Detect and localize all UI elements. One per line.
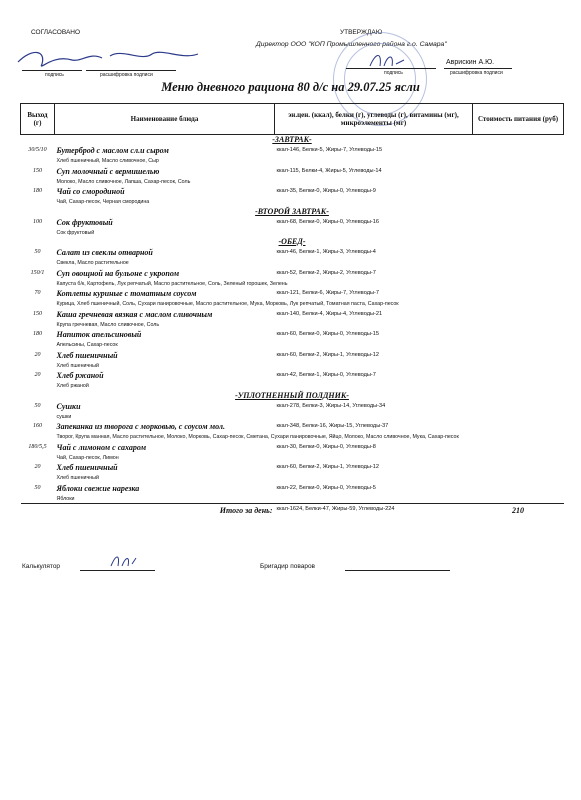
dish-row <box>21 483 564 496</box>
director-line: Директор ООО "КОП Промышленного района г.о. Самара" <box>256 41 447 48</box>
dish-name: Чай со смородиной <box>56 187 125 196</box>
dish-nutrition: ккал-60, Белки-2, Жиры-1, Углеводы-12 <box>276 464 379 470</box>
total-cost: 210 <box>473 504 564 516</box>
section-header-row <box>21 237 564 247</box>
dish-cost <box>473 309 564 322</box>
dish-row <box>21 268 564 281</box>
dish-nutrition: ккал-52, Белки-2, Жиры-2, Углеводы-7 <box>276 269 376 276</box>
dish-row <box>21 442 564 455</box>
total-row <box>21 504 564 516</box>
dish-ingredients: Крупа гречневая, Масло сливочное, Соль <box>56 321 160 328</box>
dish-row <box>21 145 564 158</box>
dish-name: Бутерброд с маслом сл.и сыром <box>56 146 169 155</box>
ingredients-row <box>21 383 564 391</box>
dish-name: Суп овощной на бульоне с укропом <box>56 268 180 278</box>
total-nutrition: ккал-1624, Белки-47, Жиры-59, Углеводы-224 <box>275 504 473 516</box>
dish-name: Каша гречневая вязкая с маслом сливочным <box>56 309 213 319</box>
dish-name: Хлеб пшеничный <box>56 350 118 360</box>
dish-portion: 20 <box>34 464 41 470</box>
right-decode-line <box>444 68 512 69</box>
dish-cost <box>473 462 564 475</box>
calculator-label: Калькулятор <box>22 563 61 570</box>
right-sign-line <box>346 68 436 69</box>
dish-name: Сок фруктовый <box>56 217 113 227</box>
dish-cost <box>473 329 564 342</box>
ingredients-row <box>21 230 564 238</box>
calculator-sign-line <box>80 570 155 571</box>
table-header-row <box>21 104 564 135</box>
right-name: Аврискин А.Ю. <box>446 59 495 66</box>
col-nutrition-header: эн.цен. (ккал), белки (г), углеводы (г), витамины (мг), микроэлементы (мг) <box>275 104 473 135</box>
dish-row <box>21 421 564 434</box>
ingredients-row <box>21 363 564 371</box>
dish-ingredients: Капуста б/к, Картофель, Лук репчатый, Масло растительное, Соль, Зеленый горошек, Зелень <box>56 280 288 287</box>
section-title: -ЗАВТРАК- <box>272 135 312 144</box>
dish-ingredients: Хлеб пшеничный <box>56 475 99 481</box>
dish-nutrition: ккал-121, Белки-6, Жиры-7, Углеводы-7 <box>276 290 379 296</box>
dish-nutrition: ккал-278, Белки-3, Жиры-14, Углеводы-34 <box>276 402 386 409</box>
dish-name: Хлеб ржаной <box>56 371 104 380</box>
dish-name: Хлеб пшеничный <box>56 463 118 472</box>
section-header-row <box>21 207 564 217</box>
dish-cost <box>473 350 564 363</box>
dish-ingredients: Молоко, Масло сливочное, Лапша, Сахар-песок, Соль <box>56 178 191 185</box>
dish-row <box>21 217 564 230</box>
section-header-row <box>21 391 564 401</box>
dish-portion: 20 <box>34 372 41 378</box>
ingredients-row <box>21 260 564 268</box>
dish-nutrition: ккал-35, Белки-0, Жиры-0, Углеводы-9 <box>276 188 376 194</box>
right-sig-caption: подпись <box>384 70 403 76</box>
dish-portion: 180 <box>33 331 42 337</box>
dish-portion: 50 <box>34 402 41 409</box>
dish-portion: 50 <box>34 249 41 255</box>
dish-row <box>21 247 564 260</box>
confirm-label: УТВЕРЖДАЮ <box>340 29 383 36</box>
ingredients-row <box>21 158 564 166</box>
dish-ingredients: Хлеб пшеничный, Масло сливочное, Сыр <box>56 158 159 164</box>
dish-portion: 30/5/10 <box>28 147 47 153</box>
dish-cost <box>473 370 564 383</box>
dish-portion: 150 <box>33 167 42 174</box>
section-title: -ОБЕД- <box>278 237 306 246</box>
approved-label: СОГЛАСОВАНО <box>31 29 81 36</box>
chef-sign-line <box>345 570 450 571</box>
dish-portion: 180 <box>33 188 42 194</box>
dish-nutrition: ккал-60, Белки-2, Жиры-1, Углеводы-12 <box>276 351 379 358</box>
dish-ingredients: Сок фруктовый <box>56 229 95 236</box>
dish-nutrition: ккал-348, Белки-16, Жиры-15, Углеводы-37 <box>276 423 389 429</box>
dish-row <box>21 309 564 322</box>
dish-name: Суп молочный с вермишелью <box>56 166 160 176</box>
dish-ingredients: Чай, Сахар-песок, Черная смородина <box>56 199 150 205</box>
col-name-header: Наименование блюда <box>55 104 275 135</box>
left-sig-caption: подпись <box>45 72 64 78</box>
dish-nutrition: ккал-46, Белки-1, Жиры-3, Углеводы-4 <box>276 249 376 255</box>
dish-row <box>21 186 564 199</box>
dish-cost <box>473 268 564 281</box>
dish-portion: 70 <box>34 290 41 296</box>
dish-ingredients: Хлеб ржаной <box>56 383 89 389</box>
ingredients-row <box>21 301 564 309</box>
dish-ingredients: Творог, Крупа манная, Масло растительное, Молоко, Морковь, Сахар-песок, Сметана, Сухари панировочные, Яйцо, Молоко, Масло сливочное, Мука, Сахар-песок <box>56 434 459 440</box>
dish-nutrition: ккал-22, Белки-0, Жиры-0, Углеводы-5 <box>276 484 376 491</box>
menu-table <box>20 103 564 515</box>
dish-name: Салат из свеклы отварной <box>56 248 153 257</box>
col-portion-header: Выход (г) <box>21 104 55 135</box>
dish-nutrition: ккал-140, Белки-4, Жиры-4, Углеводы-21 <box>276 310 383 317</box>
total-label: Итого за день: <box>55 504 275 516</box>
dish-ingredients: Чай, Сахар-песок, Лимон <box>56 454 119 461</box>
ingredients-row <box>21 455 564 463</box>
dish-row <box>21 370 564 383</box>
dish-portion: 160 <box>33 423 42 429</box>
dish-ingredients: Свекла, Масло растительное <box>56 260 129 266</box>
col-cost-header: Стоимость питания (руб) <box>473 104 564 135</box>
dish-row <box>21 350 564 363</box>
dish-row <box>21 401 564 414</box>
dish-cost <box>473 217 564 230</box>
dish-row <box>21 288 564 301</box>
ingredients-row <box>21 496 564 504</box>
right-signature-image <box>366 50 406 70</box>
dish-portion: 100 <box>33 218 42 225</box>
ingredients-row <box>21 434 564 442</box>
ingredients-row <box>21 414 564 422</box>
ingredients-row <box>21 322 564 330</box>
ingredients-row <box>21 179 564 187</box>
dish-cost <box>473 442 564 455</box>
dish-name: Напиток апельсиновый <box>56 330 142 339</box>
dish-portion: 150/1 <box>30 269 45 276</box>
dish-portion: 50 <box>34 484 41 491</box>
dish-cost <box>473 186 564 199</box>
dish-cost <box>473 288 564 301</box>
left-decode-caption: расшифровка подписи <box>100 72 153 78</box>
dish-name: Запеканка из творога с морковью, с соусом мол. <box>56 422 225 431</box>
dish-row <box>21 462 564 475</box>
dish-nutrition: ккал-60, Белки-0, Жиры-0, Углеводы-15 <box>276 331 379 337</box>
dish-portion: 150 <box>33 310 42 317</box>
dish-cost <box>473 166 564 179</box>
left-signature-image <box>12 44 202 72</box>
chef-label: Бригадир поваров <box>260 563 316 570</box>
dish-cost <box>473 401 564 414</box>
ingredients-row <box>21 342 564 350</box>
dish-ingredients: Курица, Хлеб пшеничный, Соль, Сухари панировочные, Масло растительное, Мука, Морковь, Лук репчатый, Томатная паста, Сахар-песок <box>56 301 399 307</box>
dish-row <box>21 166 564 179</box>
dish-nutrition: ккал-30, Белки-0, Жиры-0, Углеводы-8 <box>276 443 376 450</box>
dish-nutrition: ккал-146, Белки-5, Жиры-7, Углеводы-15 <box>276 147 383 153</box>
menu-body <box>21 135 564 504</box>
dish-portion: 180/5,5 <box>28 443 47 450</box>
dish-ingredients: сушки <box>56 413 72 420</box>
section-header-row <box>21 135 564 146</box>
right-decode-caption: расшифровка подписи <box>450 70 503 76</box>
menu-title: Меню дневного рациона 80 д/с на 29.07.25 ясли <box>161 80 420 94</box>
section-title: -ВТОРОЙ ЗАВТРАК- <box>255 206 329 216</box>
left-sign-line <box>22 70 82 71</box>
dish-ingredients: Хлеб пшеничный <box>56 362 99 369</box>
ingredients-row <box>21 281 564 289</box>
dish-row <box>21 329 564 342</box>
ingredients-row <box>21 475 564 483</box>
dish-cost <box>473 483 564 496</box>
dish-name: Сушки <box>56 401 81 411</box>
calculator-signature-image <box>108 552 138 570</box>
dish-nutrition: ккал-42, Белки-1, Жиры-0, Углеводы-7 <box>276 372 376 378</box>
dish-portion: 20 <box>34 351 41 358</box>
dish-ingredients: Апельсины, Сахар-песок <box>56 342 118 348</box>
dish-name: Яблоки свежие нарезка <box>56 483 140 493</box>
dish-cost <box>473 421 564 434</box>
dish-cost <box>473 145 564 158</box>
dish-cost <box>473 247 564 260</box>
dish-nutrition: ккал-115, Белки-4, Жиры-5, Углеводы-14 <box>276 167 382 174</box>
left-decode-line <box>86 70 176 71</box>
dish-nutrition: ккал-68, Белки-0, Жиры-0, Углеводы-16 <box>276 218 379 225</box>
ingredients-row <box>21 199 564 207</box>
dish-name: Котлеты куриные с томатным соусом <box>56 289 197 298</box>
dish-ingredients: Яблоки <box>56 495 75 502</box>
dish-name: Чай с лимоном с сахаром <box>56 442 147 452</box>
section-title: -УПЛОТНЕННЫЙ ПОЛДНИК- <box>235 390 349 400</box>
